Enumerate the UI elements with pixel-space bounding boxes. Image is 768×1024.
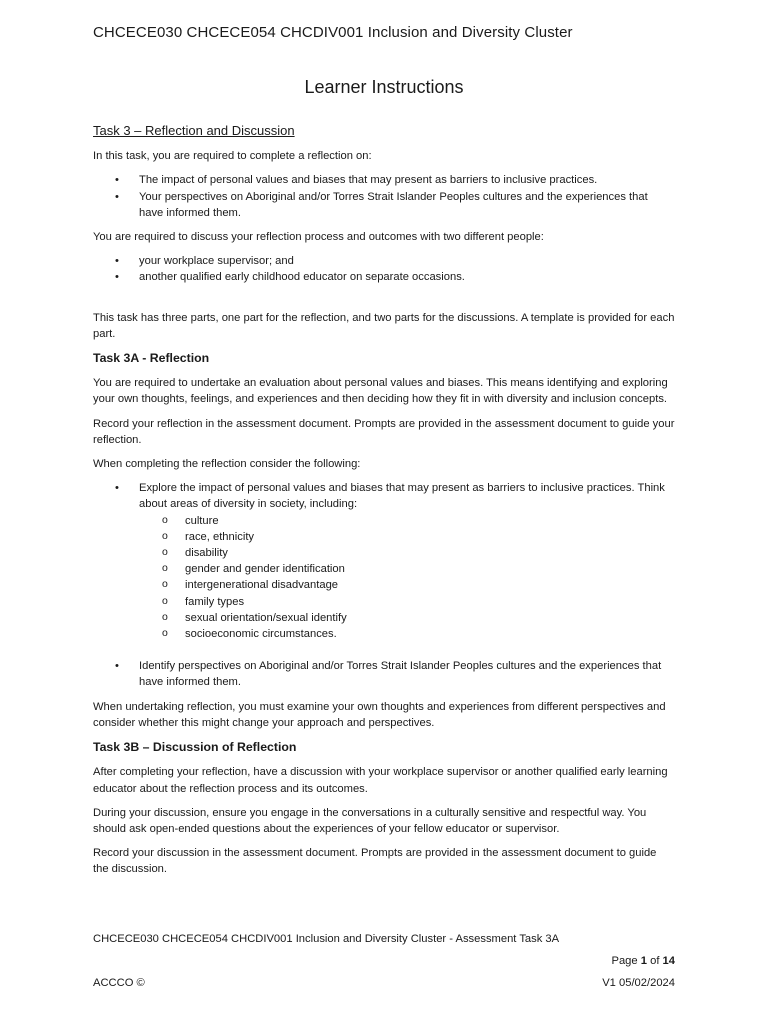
task3b-para2: During your discussion, ensure you engage in the conversations in a culturally sensitive and respectful way. You should ask open-ended questions about the experiences of your fellow educator or supervisor. [93,806,647,835]
consider-intro: When completing the reflection consider the following: [93,458,361,471]
list-item: o disability [139,545,675,561]
page-total: 14 [662,955,675,967]
list-item [93,480,675,642]
list-item: • Identify perspectives on Aboriginal and/or Torres Strait Islander Peoples cultures and the experiences that have informed them. [93,658,675,690]
task3a-heading: Task 3A - Reflection [93,351,210,366]
people-list [93,253,675,285]
task3a-para2: Record your reflection in the assessment document. Prompts are provided in the assessment document to guide your reflection. [93,417,675,446]
main-content [93,123,675,886]
page-label: Page [611,955,638,967]
diversity-areas-list [139,513,675,643]
reflection-list [93,172,675,221]
running-header: CHCECE030 CHCECE054 CHCDIV001 Inclusion and Diversity Cluster [93,24,573,41]
list-item: o socioeconomic circumstances. [139,626,675,642]
spacer [93,650,675,658]
list-item: • Your perspectives on Aboriginal and/or Torres Strait Islander Peoples cultures and the experiences that have informed them. [93,189,675,221]
list-item: o culture [139,513,675,529]
page-title: Learner Instructions [304,77,464,97]
list-item: • The impact of personal values and biases that may present as barriers to inclusive practices. [93,172,675,188]
discuss-intro: You are required to discuss your reflection process and outcomes with two different people: [93,231,544,244]
footer-course-line: CHCECE030 CHCECE054 CHCDIV001 Inclusion and Diversity Cluster - Assessment Task 3A [93,933,560,945]
list-item: • another qualified early childhood educator on separate occasions. [93,269,675,285]
parts-text: This task has three parts, one part for the reflection, and two parts for the discussions. A template is provided for each part. [93,311,675,340]
task3a-para1: You are required to undertake an evaluation about personal values and biases. This means identifying and exploring your own thoughts, feelings, and experiences and then deciding how they fit in with diversity and inclusion concepts. [93,377,668,406]
page-of: of [650,955,660,967]
spacer [93,294,675,310]
page-current: 1 [640,955,647,967]
bullet-text: Explore the impact of personal values and biases that may present as barriers to inclusive practices. Think about areas of diversity in society, including: [139,482,665,511]
task3b-heading: Task 3B – Discussion of Reflection [93,740,297,755]
copyright: ACCCO © [93,977,145,989]
list-item: • your workplace supervisor; and [93,253,675,269]
list-item: o intergenerational disadvantage [139,577,675,593]
task3a-closing: When undertaking reflection, you must examine your own thoughts and experiences from different perspectives and consider whether this might change your approach and perspectives. [93,700,666,729]
list-item: o race, ethnicity [139,529,675,545]
list-item: o sexual orientation/sexual identify [139,610,675,626]
task3-heading: Task 3 – Reflection and Discussion [93,123,295,138]
page-number [612,955,676,967]
version: V1 05/02/2024 [602,977,675,989]
list-item: o gender and gender identification [139,561,675,577]
task3b-para3: Record your discussion in the assessment document. Prompts are provided in the assessment document to guide the discussion. [93,847,657,876]
consider-list [93,480,675,642]
list-item: o family types [139,594,675,610]
task3b-para1: After completing your reflection, have a discussion with your workplace supervisor or another qualified early learning educator about the reflection process and its outcomes. [93,766,668,795]
task3-intro: In this task, you are required to complete a reflection on: [93,150,372,163]
consider-list-2 [93,658,675,690]
